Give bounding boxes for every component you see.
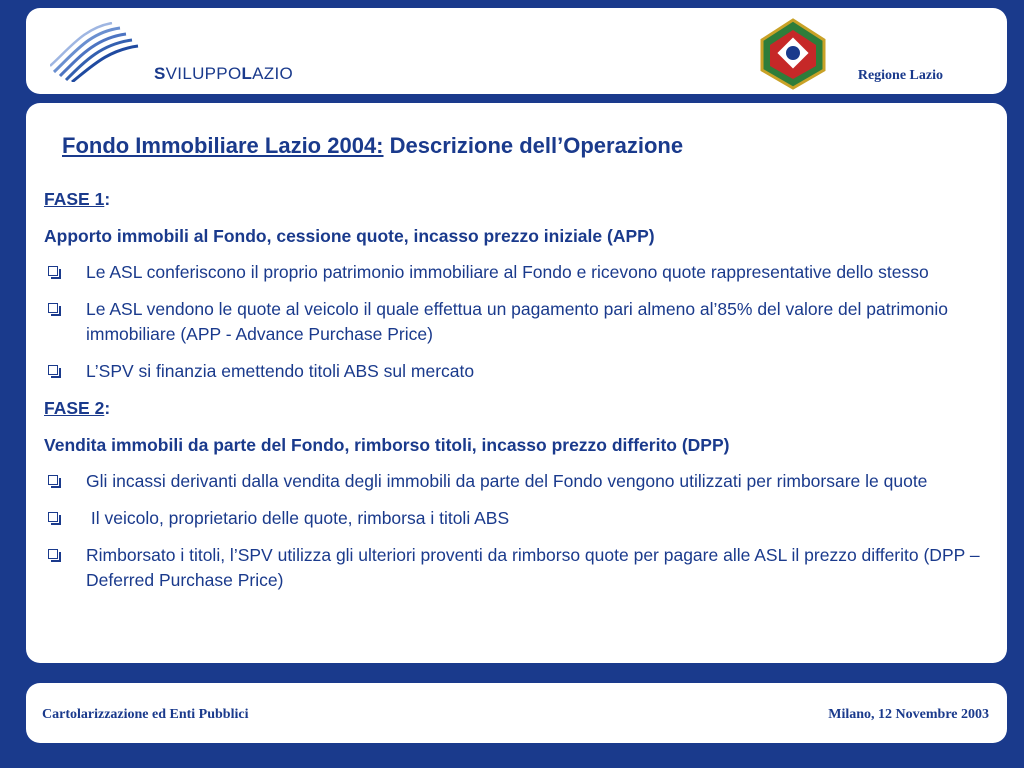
bullet-text: Il veicolo, proprietario delle quote, rimborsa i titoli ABS	[86, 508, 510, 528]
region-name: Regione Lazio	[857, 68, 943, 83]
title-rest: Descrizione dell’Operazione	[389, 133, 684, 158]
logo-text: SVILUPPOLAZIO	[154, 64, 294, 83]
list-item	[44, 506, 994, 531]
phase-1-colon: :	[104, 189, 111, 209]
list-item	[44, 297, 994, 347]
checkbox-bullet-icon	[48, 266, 58, 276]
footer-panel	[26, 683, 1007, 743]
checkbox-bullet-icon	[48, 549, 58, 559]
checkbox-bullet-icon	[48, 365, 58, 375]
list-item	[44, 469, 994, 494]
phase-1-heading	[44, 187, 994, 212]
page-title	[62, 133, 683, 159]
header-panel	[26, 8, 1007, 94]
list-item	[44, 260, 994, 285]
wave-logo-icon	[50, 22, 150, 82]
regione-lazio-crest-icon	[758, 18, 828, 90]
bullet-text: Le ASL conferiscono il proprio patrimonio immobiliare al Fondo e ricevono quote rappresentative dello stesso	[86, 262, 929, 282]
sviluppo-lazio-logo	[50, 22, 300, 82]
phase-2-description: Vendita immobili da parte del Fondo, rimborso titoli, incasso prezzo differito (DPP)	[44, 435, 730, 455]
checkbox-bullet-icon	[48, 512, 58, 522]
phase-2-label: FASE 2	[44, 398, 105, 418]
bullet-text: L’SPV si finanzia emettendo titoli ABS sul mercato	[86, 361, 475, 381]
checkbox-bullet-icon	[48, 303, 58, 313]
phase-1-label: FASE 1	[44, 189, 105, 209]
footer-left-text: Cartolarizzazione ed Enti Pubblici	[42, 707, 249, 722]
bullet-text: Gli incassi derivanti dalla vendita degli immobili da parte del Fondo vengono utilizzati per rimborsare le quote	[86, 471, 928, 491]
phase-1-description: Apporto immobili al Fondo, cessione quote, incasso prezzo iniziale (APP)	[44, 226, 655, 246]
list-item	[44, 543, 994, 593]
checkbox-bullet-icon	[48, 475, 58, 485]
bullet-text: Le ASL vendono le quote al veicolo il quale effettua un pagamento pari almeno al’85% del valore del patrimonio immobiliare (APP - Advance Purchase Price)	[86, 299, 948, 344]
content-panel	[26, 103, 1007, 663]
phase-2-heading	[44, 396, 994, 421]
phase-2-colon: :	[104, 398, 111, 418]
slide-body	[44, 187, 994, 605]
title-link: Fondo Immobiliare Lazio 2004:	[62, 133, 384, 158]
footer-date: Milano, 12 Novembre 2003	[828, 707, 989, 722]
list-item	[44, 359, 994, 384]
bullet-text: Rimborsato i titoli, l’SPV utilizza gli ulteriori proventi da rimborso quote per pagare alle ASL il prezzo differito (DPP – Deferred Purchase Price)	[86, 545, 980, 590]
